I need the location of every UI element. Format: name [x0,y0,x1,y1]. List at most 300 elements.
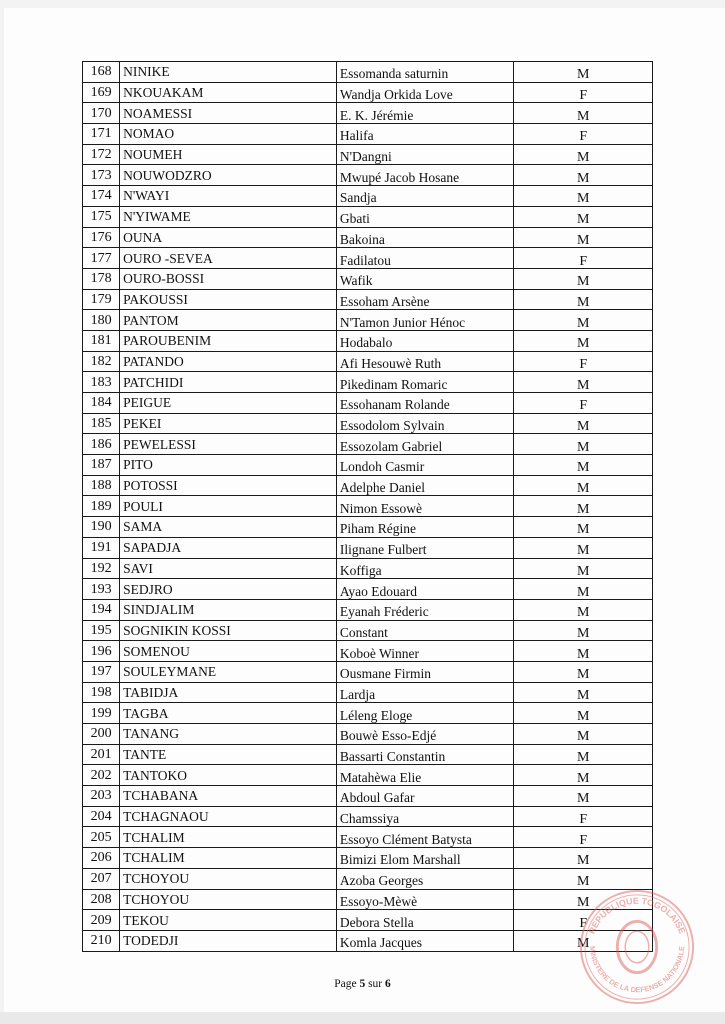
row-prenoms-cell [336,268,514,289]
row-number-cell [83,289,120,310]
row-nom-cell [120,579,337,600]
row-number: 173 [90,167,112,183]
row-nom: PEWELESSI [123,436,196,452]
row-sexe-cell [514,496,653,517]
row-number: 172 [90,147,112,163]
row-prenoms-cell [336,558,514,579]
row-sexe: M [577,191,590,207]
row-sexe: M [577,232,590,248]
row-nom: NOUWODZRO [123,167,212,183]
row-prenoms: Léleng Eloge [339,707,413,723]
table-row [83,641,653,662]
row-number: 203 [90,788,112,804]
row-prenoms: Mwupé Jacob Hosane [339,169,460,185]
row-nom: TCHOYOU [123,891,190,907]
roster-table [82,61,653,952]
row-prenoms-cell [336,496,514,517]
row-number-cell [83,248,120,269]
row-prenoms: Bassarti Constantin [339,749,446,765]
row-prenoms: N'Tamon Junior Hénoc [339,314,466,330]
row-prenoms-cell [336,827,514,848]
table-row [83,393,653,414]
row-nom-cell [120,310,337,331]
row-number: 183 [90,374,112,390]
row-nom: SINDJALIM [123,602,195,618]
row-nom-cell [120,455,337,476]
row-number: 175 [90,209,112,225]
row-sexe: M [577,708,590,724]
row-number: 202 [90,767,112,783]
row-number: 171 [90,126,112,142]
table-row [83,868,653,889]
row-nom: PITO [123,457,153,473]
official-stamp [578,888,696,1006]
row-number: 198 [90,684,112,700]
row-prenoms: Essomanda saturnin [339,66,449,82]
table-row [83,620,653,641]
row-prenoms: Essohanam Rolande [339,397,450,413]
row-sexe: M [577,687,590,703]
row-nom-cell [120,620,337,641]
row-number: 176 [90,229,112,245]
row-nom: TCHOYOU [123,871,190,887]
table-row [83,558,653,579]
row-prenoms-cell [336,641,514,662]
row-sexe: M [577,315,590,331]
row-sexe: M [577,770,590,786]
row-prenoms-cell [336,620,514,641]
row-number-cell [83,806,120,827]
table-row [83,496,653,517]
row-sexe: M [577,605,590,621]
row-number-cell [83,330,120,351]
row-sexe-cell [514,765,653,786]
row-nom-cell [120,62,337,83]
row-prenoms-cell [336,434,514,455]
table-row [83,248,653,269]
table-row [83,475,653,496]
row-number: 204 [90,809,112,825]
row-number: 201 [90,747,112,763]
row-sexe-cell [514,82,653,103]
table-row [83,765,653,786]
row-nom-cell [120,661,337,682]
row-sexe: M [577,150,590,165]
row-sexe: M [577,294,590,310]
roster-table-body [83,62,653,952]
row-number: 200 [90,726,112,742]
row-sexe-cell [514,641,653,662]
row-nom-cell [120,289,337,310]
table-row [83,889,653,910]
row-number: 181 [90,333,112,349]
row-number-cell [83,827,120,848]
row-sexe-cell [514,599,653,620]
row-prenoms: E. K. Jérémie [339,107,414,123]
row-prenoms-cell [336,848,514,869]
table-row [83,413,653,434]
row-sexe-cell [514,206,653,227]
row-prenoms-cell [336,579,514,600]
row-prenoms: Afi Hesouwè Ruth [339,355,442,371]
row-sexe: F [579,812,588,827]
table-row [83,930,653,951]
row-number-cell [83,889,120,910]
row-prenoms-cell [336,310,514,331]
row-nom-cell [120,186,337,207]
row-number-cell [83,206,120,227]
row-sexe: M [577,481,590,496]
table-row [83,661,653,682]
row-prenoms-cell [336,413,514,434]
row-nom-cell [120,703,337,724]
row-number-cell [83,475,120,496]
row-number-cell [83,413,120,434]
row-number: 169 [90,85,112,101]
row-number-cell [83,434,120,455]
row-prenoms-cell [336,661,514,682]
row-sexe: M [577,584,590,600]
row-sexe-cell [514,475,653,496]
row-number-cell [83,765,120,786]
row-sexe-cell [514,661,653,682]
row-number-cell [83,310,120,331]
row-nom: SEDJRO [123,581,173,597]
row-sexe: F [579,398,588,414]
row-prenoms-cell [336,330,514,351]
row-nom-cell [120,641,337,662]
row-prenoms: Ayao Edouard [339,583,417,599]
stamp-bottom-text: MINISTERE DE LA DEFENSE NATIONALE [587,945,687,995]
row-number: 177 [90,250,112,266]
row-nom: N'WAYI [123,188,170,204]
row-number-cell [83,496,120,517]
row-sexe: F [579,253,588,269]
row-number: 168 [90,64,112,80]
row-nom-cell [120,82,337,103]
row-number: 192 [90,560,112,576]
row-sexe: M [577,874,590,889]
row-prenoms-cell [336,82,514,103]
row-nom-cell [120,144,337,165]
row-sexe-cell [514,682,653,703]
row-nom: NOMAO [123,126,175,142]
row-nom-cell [120,351,337,372]
row-nom: PAKOUSSI [123,291,188,307]
row-nom: N'YIWAME [123,209,191,225]
row-prenoms: Hodabalo [339,335,393,351]
row-number-cell [83,703,120,724]
row-number-cell [83,124,120,145]
row-prenoms: Bimizi Elom Marshall [339,852,461,868]
row-sexe-cell [514,144,653,165]
row-prenoms-cell [336,910,514,931]
row-prenoms: Nimon Essowè [339,500,422,516]
row-number-cell [83,620,120,641]
row-sexe: M [577,522,590,538]
row-sexe: F [579,129,588,145]
row-sexe: F [579,88,588,103]
row-number: 185 [90,416,112,432]
row-sexe: M [577,460,590,476]
row-nom-cell [120,124,337,145]
row-number-cell [83,103,120,124]
row-number-cell [83,848,120,869]
row-sexe: M [577,67,590,83]
row-prenoms: Constant [339,624,388,640]
row-nom-cell [120,930,337,951]
row-prenoms: Debora Stella [339,914,414,930]
row-nom-cell [120,372,337,393]
table-row [83,186,653,207]
row-number-cell [83,227,120,248]
row-prenoms: N'Dangni [339,149,392,165]
row-sexe-cell [514,744,653,765]
row-number: 194 [90,602,112,618]
table-row [83,517,653,538]
row-prenoms-cell [336,744,514,765]
row-sexe-cell [514,124,653,145]
row-sexe: M [577,419,590,434]
row-number-cell [83,744,120,765]
row-nom: TANTE [123,747,167,763]
row-number-cell [83,351,120,372]
row-prenoms-cell [336,186,514,207]
row-nom-cell [120,786,337,807]
table-row [83,227,653,248]
row-prenoms: Komla Jacques [339,935,422,951]
row-prenoms: Chamssiya [339,811,400,827]
row-prenoms-cell [336,724,514,745]
row-sexe-cell [514,434,653,455]
row-prenoms-cell [336,475,514,496]
row-nom: SAMA [123,519,163,535]
row-number: 209 [90,912,112,928]
page-label: Page [334,978,357,990]
row-nom: TCHAGNAOU [123,809,209,825]
row-prenoms-cell [336,806,514,827]
row-number-cell [83,82,120,103]
row-nom: SOULEYMANE [123,664,217,680]
row-nom: PEIGUE [123,395,172,411]
row-sexe-cell [514,848,653,869]
row-number-cell [83,930,120,951]
row-sexe: M [577,894,590,910]
row-nom: SOMENOU [123,643,190,659]
row-sexe-cell [514,103,653,124]
row-nom: TAGBA [123,705,169,721]
page-total: 6 [385,978,391,990]
row-nom-cell [120,248,337,269]
table-row [83,682,653,703]
row-sexe: M [577,729,590,745]
table-row [83,744,653,765]
row-prenoms-cell [336,868,514,889]
row-number-cell [83,517,120,538]
page-sur: sur [368,978,383,990]
row-number: 188 [90,478,112,494]
row-prenoms: Pikedinam Romaric [339,376,448,392]
row-nom-cell [120,724,337,745]
row-number: 193 [90,581,112,597]
row-prenoms: Adelphe Daniel [339,480,425,496]
row-sexe-cell [514,372,653,393]
row-nom: TCHALIM [123,829,185,845]
row-number: 191 [90,540,112,556]
row-sexe-cell [514,351,653,372]
row-sexe: M [577,936,590,952]
row-prenoms: Azoba Georges [339,873,424,889]
row-sexe-cell [514,517,653,538]
row-number-cell [83,165,120,186]
row-nom-cell [120,434,337,455]
row-nom: POTOSSI [123,478,178,494]
row-nom: TABIDJA [123,684,179,700]
table-row [83,372,653,393]
row-prenoms: Essoham Arsène [339,293,430,309]
row-number-cell [83,558,120,579]
row-nom-cell [120,682,337,703]
row-sexe-cell [514,289,653,310]
table-row [83,103,653,124]
row-number-cell [83,910,120,931]
row-nom-cell [120,827,337,848]
row-nom-cell [120,744,337,765]
row-number: 179 [90,291,112,307]
row-nom-cell [120,268,337,289]
row-sexe: M [577,750,590,765]
table-row [83,289,653,310]
row-sexe-cell [514,62,653,83]
row-number: 170 [90,105,112,121]
row-prenoms-cell [336,351,514,372]
row-nom: PATANDO [123,353,184,369]
row-prenoms-cell [336,703,514,724]
row-nom: PATCHIDI [123,374,184,390]
row-nom-cell [120,227,337,248]
row-number: 196 [90,643,112,659]
row-sexe: M [577,646,590,662]
row-prenoms-cell [336,930,514,951]
row-prenoms: Eyanah Fréderic [339,604,429,620]
row-prenoms-cell [336,165,514,186]
row-sexe: M [577,212,590,227]
row-sexe-cell [514,330,653,351]
row-nom-cell [120,103,337,124]
row-prenoms-cell [336,103,514,124]
row-nom-cell [120,393,337,414]
row-prenoms: Ousmane Firmin [339,666,431,682]
row-nom: OUNA [123,229,163,245]
row-sexe-cell [514,268,653,289]
row-prenoms-cell [336,786,514,807]
row-nom: NKOUAKAM [123,85,204,101]
row-prenoms-cell [336,537,514,558]
row-nom: PAROUBENIM [123,333,212,349]
table-row [83,579,653,600]
table-row [83,599,653,620]
row-number-cell [83,599,120,620]
row-sexe-cell [514,786,653,807]
table-row [83,703,653,724]
row-nom: TANTOKO [123,767,188,783]
row-sexe: M [577,667,590,683]
row-prenoms-cell [336,206,514,227]
row-number-cell [83,144,120,165]
row-sexe-cell [514,310,653,331]
row-nom: OURO -SEVEA [123,250,213,266]
table-row [83,310,653,331]
row-nom: TCHABANA [123,788,199,804]
row-sexe: F [579,915,588,931]
row-nom-cell [120,496,337,517]
row-number-cell [83,786,120,807]
row-prenoms-cell [336,393,514,414]
row-prenoms-cell [336,289,514,310]
stamp-emblem-inner [625,931,649,962]
table-row [83,144,653,165]
row-number-cell [83,579,120,600]
row-nom-cell [120,330,337,351]
row-prenoms: Essoyo Clément Batysta [339,831,472,847]
row-nom: OURO-BOSSI [123,271,205,287]
row-sexe-cell [514,165,653,186]
stamp-top-text: REPUBLIQUE TOGOLAISE [586,895,688,936]
row-nom: NINIKE [123,64,170,80]
row-nom: PEKEI [123,416,162,432]
row-nom: NOAMESSI [123,105,193,121]
row-prenoms-cell [336,124,514,145]
row-sexe-cell [514,455,653,476]
row-prenoms: Essozolam Gabriel [339,438,443,454]
row-prenoms: Gbati [339,211,370,227]
row-number: 207 [90,871,112,887]
row-prenoms: Abdoul Gafar [339,790,415,806]
table-row [83,910,653,931]
row-nom-cell [120,165,337,186]
table-row [83,206,653,227]
row-sexe: M [577,543,590,558]
row-sexe: F [579,356,588,372]
table-row [83,434,653,455]
row-nom: SOGNIKIN KOSSI [123,622,231,638]
row-prenoms-cell [336,372,514,393]
row-sexe-cell [514,537,653,558]
row-nom-cell [120,765,337,786]
row-number-cell [83,537,120,558]
table-row [83,62,653,83]
table-row [83,165,653,186]
table-row [83,848,653,869]
row-prenoms-cell [336,517,514,538]
row-nom: SAVI [123,560,153,576]
row-nom-cell [120,599,337,620]
row-sexe-cell [514,413,653,434]
table-row [83,351,653,372]
row-nom-cell [120,889,337,910]
row-prenoms-cell [336,144,514,165]
row-prenoms-cell [336,889,514,910]
table-row [83,724,653,745]
row-sexe-cell [514,806,653,827]
row-sexe-cell [514,620,653,641]
row-number-cell [83,186,120,207]
row-number: 174 [90,188,112,204]
row-sexe: M [577,336,590,352]
row-number: 186 [90,436,112,452]
row-sexe-cell [514,186,653,207]
row-nom-cell [120,537,337,558]
